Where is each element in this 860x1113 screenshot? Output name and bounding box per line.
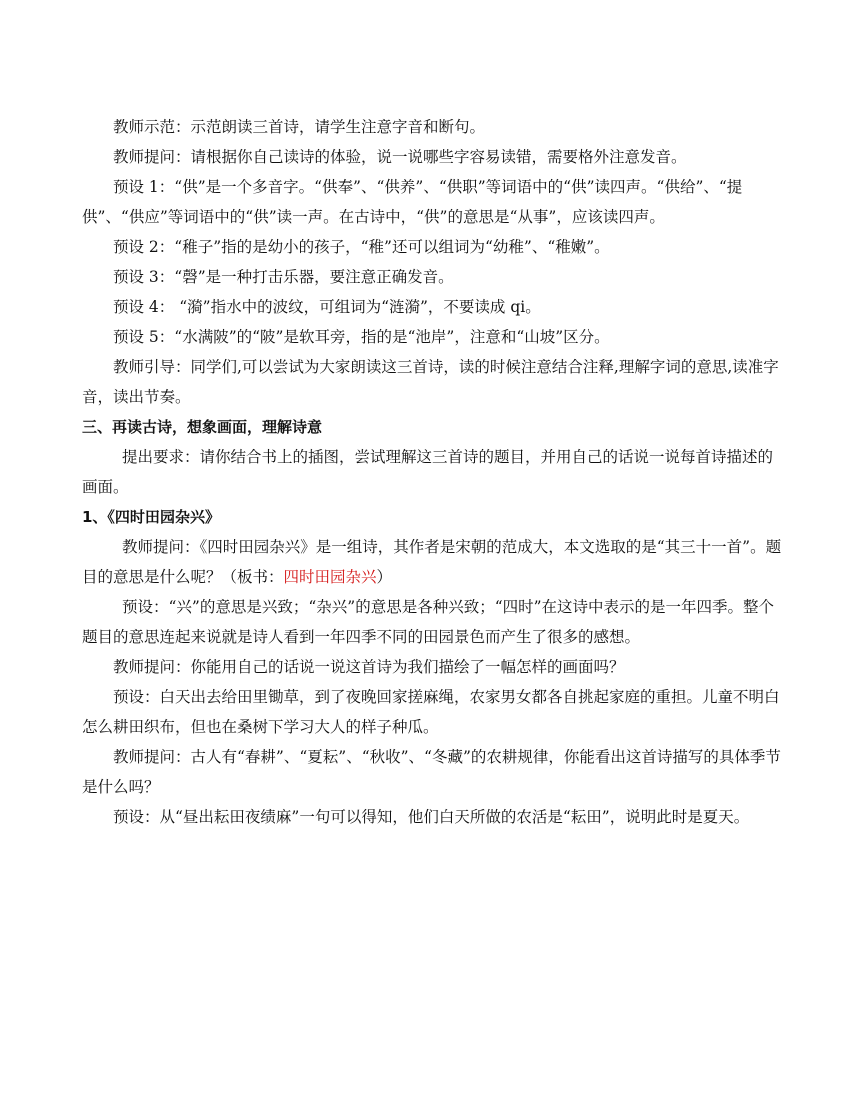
paragraph-preset-4: 预设 4： “漪”指水中的波纹，可组词为“涟漪”，不要读成 qi。 [113,298,541,316]
document-body [82,112,782,832]
paragraph-preset-5: 预设 5：“水满陂”的“陂”是软耳旁，指的是“池岸”，注意和“山坡”区分。 [113,328,610,346]
paragraph-teacher-question: 教师提问：请根据你自己读诗的体验，说一说哪些字容易读错，需要格外注意发音。 [113,148,687,166]
paragraph-preset-2: 预设 2：“稚子”指的是幼小的孩子，“稚”还可以组词为“幼稚”、“稚嫩”。 [113,238,610,256]
paragraph-season-question: 教师提问：古人有“春耕”、“夏耘”、“秋收”、“冬藏”的农耕规律，你能看出这首诗描写的具体季节是什么吗？ [82,748,781,796]
paragraph-preset-3: 预设 3：“磬”是一种打击乐器，要注意正确发音。 [113,268,454,286]
paragraph-title-question [82,532,782,592]
section-heading-3: 三、再读古诗，想象画面，理解诗意 [82,418,323,436]
paragraph-teacher-guide: 教师引导：同学们,可以尝试为大家朗读这三首诗，读的时候注意结合注释,理解字词的意思,读准字音，读出节奏。 [82,358,779,406]
paragraph-requirement: 提出要求：请你结合书上的插图，尝试理解这三首诗的题目，并用自己的话说一说每首诗描述的画面。 [82,448,774,496]
subsection-heading-poem-1: 1、《四时田园杂兴》 [82,508,220,526]
paragraph-preset-1: 预设 1：“供”是一个多音字。“供奉”、“供养”、“供职”等词语中的“供”读四声。“供给”、“提供”、“供应”等词语中的“供”读一声。在古诗中，“供”的意思是“从事”，应该读四声。 [82,178,743,226]
blackboard-note: 四时田园杂兴 [283,568,377,586]
title-question-text: 教师提问：《四时田园杂兴》是一组诗，其作者是宋朝的范成大，本文选取的是“其三十一首”。题目的意思是什么呢？（板书： [82,538,782,586]
paragraph-teacher-demo: 教师示范：示范朗读三首诗，请学生注意字音和断句。 [113,118,486,136]
paragraph-scene-question: 教师提问：你能用自己的话说一说这首诗为我们描绘了一幅怎样的画面吗？ [113,658,625,676]
paragraph-scene-preset: 预设：白天出去给田里锄草，到了夜晚回家搓麻绳，农家男女都各自挑起家庭的重担。儿童不明白怎么耕田织布，但也在桑树下学习大人的样子种瓜。 [82,688,780,736]
paragraph-title-preset: 预设：“兴”的意思是兴致；“杂兴”的意思是各种兴致；“四时”在这诗中表示的是一年四季。整个题目的意思连起来说就是诗人看到一年四季不同的田园景色而产生了很多的感想。 [82,598,775,646]
title-question-close: ） [376,568,393,586]
paragraph-season-preset: 预设：从“昼出耘田夜绩麻”一句可以得知，他们白天所做的农活是“耘田”，说明此时是夏天。 [113,808,750,826]
